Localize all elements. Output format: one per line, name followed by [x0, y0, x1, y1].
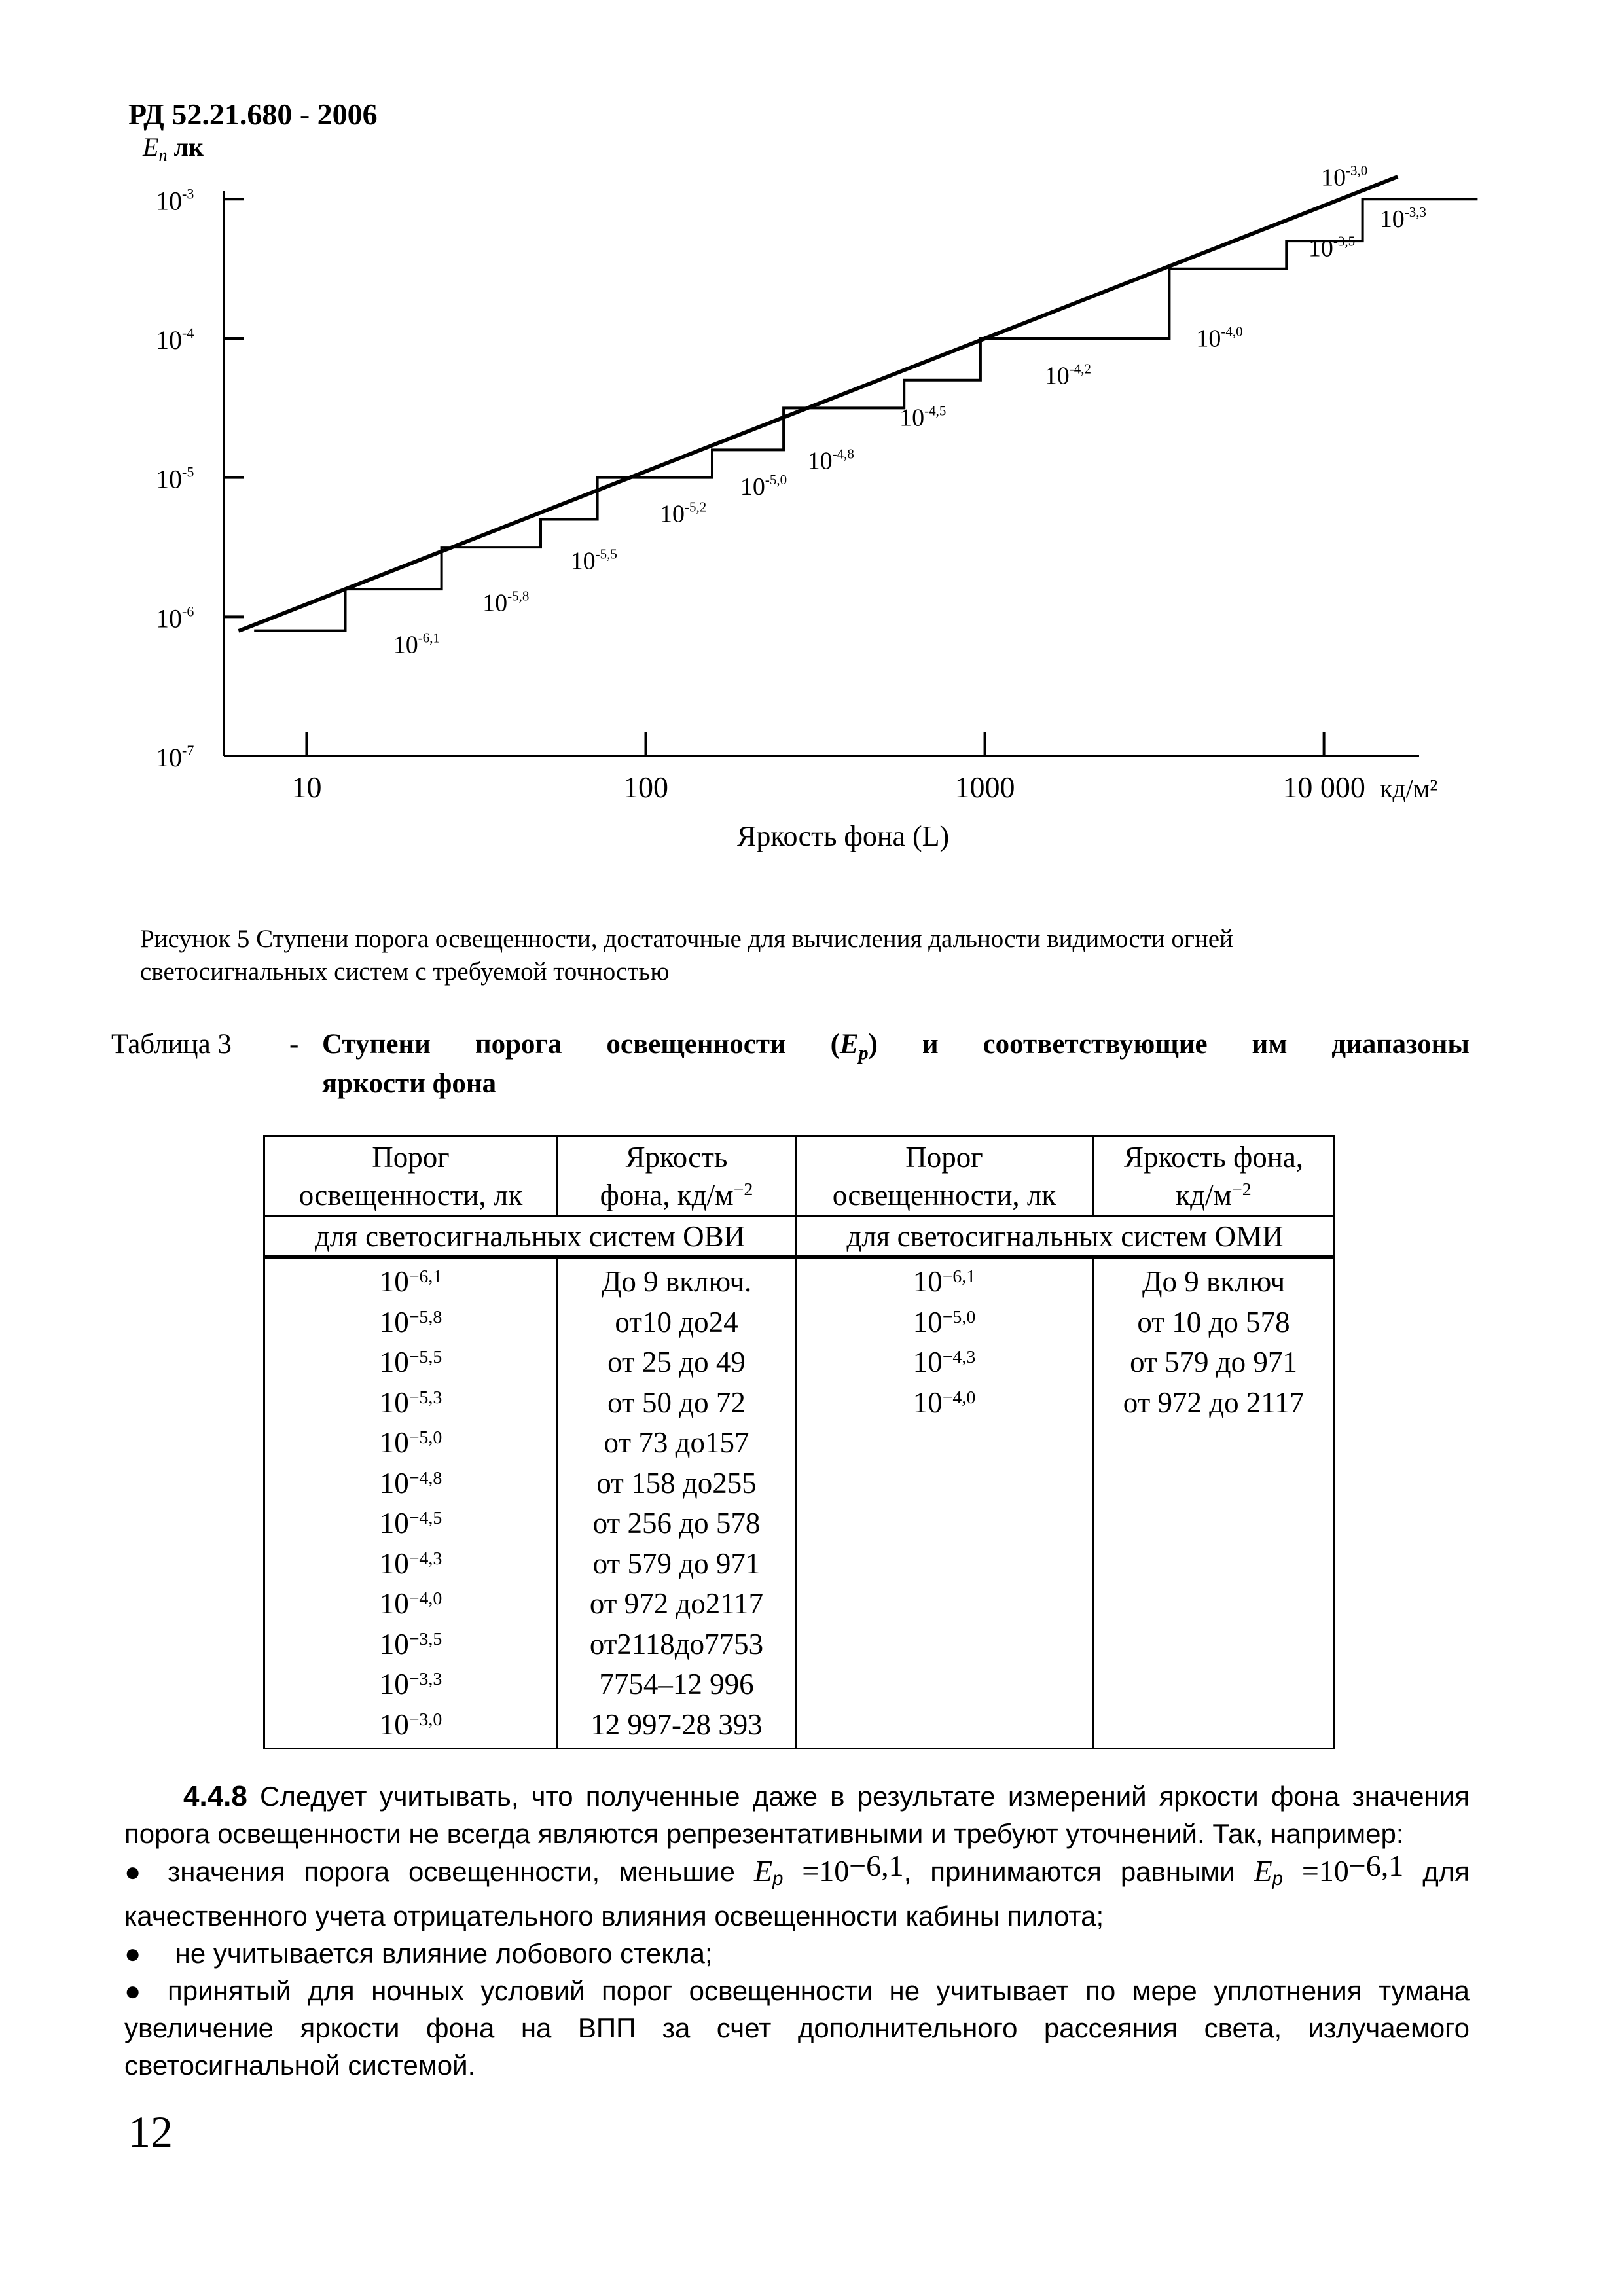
threshold-value: $10^{-5,0}$ — [379, 1426, 442, 1459]
threshold-value: $10^{-4,5}$ — [379, 1507, 442, 1539]
bullet-dot: ● — [124, 1938, 141, 1969]
paragraph-4-4-8 — [124, 1778, 1470, 1852]
group-ovi-cell: для светосигнальных систем ОВИ — [264, 1217, 796, 1258]
x-tick-label: 100 — [623, 770, 669, 804]
x-tick-label: 10 — [291, 770, 322, 804]
threshold-value: $10^{-4,3}$ — [912, 1346, 976, 1378]
range-value: от 50 до 72 — [607, 1386, 746, 1419]
threshold-value: $10^{-4,0}$ — [379, 1587, 442, 1620]
step-label: $10^{-4,2}$ — [1044, 361, 1092, 390]
step-label: $10^{-5,5}$ — [570, 546, 617, 575]
y-tick-label: $10^{-7}$ — [156, 742, 194, 772]
x-tick-label: 1000 — [954, 770, 1015, 804]
header-cell: Порог освещенности, лк — [264, 1136, 558, 1217]
y-tick-label: $10^{-5}$ — [156, 463, 194, 494]
step-label: $10^{-4,8}$ — [807, 446, 854, 475]
step-label: $10^{-3,3}$ — [1379, 204, 1427, 233]
figure-caption-line-1: Рисунок 5 Ступени порога освещенности, достаточные для вычисления дальности видимости огней — [140, 925, 1233, 953]
threshold-value: $10^{-5,8}$ — [379, 1305, 442, 1338]
threshold-value: $10^{-6,1}$ — [912, 1265, 976, 1298]
range-value: от10 до24 — [615, 1305, 738, 1338]
ovi-threshold-column — [264, 1257, 558, 1749]
bullet-item-2: ● не учитывается влияние лобового стекла; — [124, 1935, 1470, 1972]
table-label: Таблица 3 — [111, 1029, 232, 1060]
trend-line — [239, 177, 1398, 631]
range-value: от 158 до255 — [596, 1466, 757, 1499]
range-value: от 579 до 971 — [1130, 1346, 1297, 1378]
x-axis-label: Яркость фона (L) — [737, 820, 950, 852]
header-cell: Порог освещенности, лк — [796, 1136, 1093, 1217]
bullet-item-1: ● значения порога освещенности, меньшие Eр $=10^{-6,1}$, принимаются равными Eр $=10^{-6,1}$ для качественного учета отрицательного влияния освещенности кабины пилота; — [124, 1849, 1470, 1931]
threshold-value: $10^{-3,0}$ — [379, 1708, 442, 1741]
threshold-value: $10^{-6,1}$ — [379, 1265, 442, 1298]
threshold-value: $10^{-5,3}$ — [379, 1386, 442, 1419]
threshold-value: $10^{-4,3}$ — [379, 1547, 442, 1580]
step-label: $10^{-3,0}$ — [1321, 162, 1368, 192]
table-group-row — [264, 1217, 1335, 1258]
threshold-value: $10^{-3,5}$ — [379, 1627, 442, 1660]
threshold-value: $10^{-5,0}$ — [912, 1305, 976, 1338]
range-value: от 256 до 578 — [592, 1507, 761, 1539]
range-value: До 9 включ — [1142, 1265, 1286, 1298]
y-tick-label: $10^{-4}$ — [156, 324, 194, 355]
step-label: $10^{-4,0}$ — [1196, 323, 1243, 353]
range-value: от 73 до157 — [604, 1426, 749, 1459]
chart-series — [239, 177, 1478, 631]
threshold-chart — [0, 0, 1624, 916]
threshold-value: $10^{-3,3}$ — [379, 1668, 442, 1700]
y-axis-label: $E_п$ лк — [143, 132, 204, 165]
x-ticks — [291, 732, 1437, 804]
x-unit-label: кд/м² — [1380, 774, 1438, 803]
header-cell: Яркость фона, $кд/м^{-2}$ — [1093, 1136, 1335, 1217]
step-label: $10^{-3,5}$ — [1308, 233, 1356, 262]
table-body-row — [264, 1257, 1335, 1749]
range-value: от 972 до2117 — [589, 1587, 764, 1620]
body-text — [124, 1778, 1470, 2084]
y-ticks — [156, 185, 244, 772]
range-value: от2118до7753 — [589, 1627, 764, 1660]
omi-range-column — [1093, 1257, 1335, 1749]
header-cell: Яркость фона, $кд/м^{-2}$ — [558, 1136, 796, 1217]
step-label: $10^{-5,8}$ — [482, 588, 530, 617]
range-value: от 579 до 971 — [592, 1547, 761, 1580]
page-number: 12 — [128, 2107, 173, 2157]
range-value: До 9 включ. — [601, 1265, 752, 1298]
figure-caption-line-2: светосигнальных систем с требуемой точностью — [140, 958, 670, 986]
threshold-value: $10^{-4,0}$ — [912, 1386, 976, 1419]
threshold-value: $10^{-5,5}$ — [379, 1346, 442, 1378]
step-label: $10^{-4,5}$ — [899, 403, 947, 432]
omi-threshold-column — [796, 1257, 1093, 1749]
figure-caption — [140, 923, 1482, 988]
bullet-item-3: ● принятый для ночных условий порог освещенности не учитывает по мере уплотнения тумана увеличение яркости фона на ВПП за счет дополнительного рассеяния света, излучаемого светосигнальной системой. — [124, 1972, 1470, 2084]
paragraph-text: Следует учитывать, что полученные даже в результате измерений яркости фона значения порога освещенности не всегда являются репрезентативными и требуют уточнений. Так, например: — [124, 1781, 1470, 1849]
y-tick-label: $10^{-3}$ — [156, 185, 194, 216]
step-line — [254, 199, 1477, 630]
range-value: от 10 до 578 — [1137, 1305, 1290, 1338]
ovi-range-column — [558, 1257, 796, 1749]
step-label: $10^{-6,1}$ — [393, 630, 440, 659]
range-value: от 25 до 49 — [607, 1346, 746, 1378]
step-label: $10^{-5,0}$ — [740, 472, 787, 501]
step-labels — [393, 163, 1426, 659]
table-title-line-2: яркости фона — [322, 1068, 497, 1099]
paragraph-number: 4.4.8 — [183, 1780, 247, 1812]
threshold-table — [263, 1135, 1335, 1749]
range-value: 7754–12 996 — [599, 1668, 754, 1700]
document-code: РД 52.21.680 - 2006 — [128, 98, 378, 131]
threshold-value: $10^{-4,8}$ — [379, 1466, 442, 1499]
y-tick-label: $10^{-6}$ — [156, 603, 194, 634]
group-omi-cell: для светосигнальных систем ОМИ — [796, 1217, 1335, 1258]
range-value: от 972 до 2117 — [1123, 1386, 1305, 1419]
bullet-dot: ● — [124, 1975, 141, 2006]
x-tick-label: 10 000 — [1282, 770, 1365, 804]
table-header-row — [264, 1136, 1335, 1217]
table-title-dash: - — [289, 1029, 299, 1060]
step-label: $10^{-5,2}$ — [659, 499, 707, 528]
bullet-dot: ● — [124, 1856, 141, 1887]
table-title-line-1: Ступени порога освещенности $(E_р)$ и соответствующие им диапазоны — [322, 1029, 1470, 1064]
range-value: 12 997-28 393 — [590, 1708, 763, 1741]
